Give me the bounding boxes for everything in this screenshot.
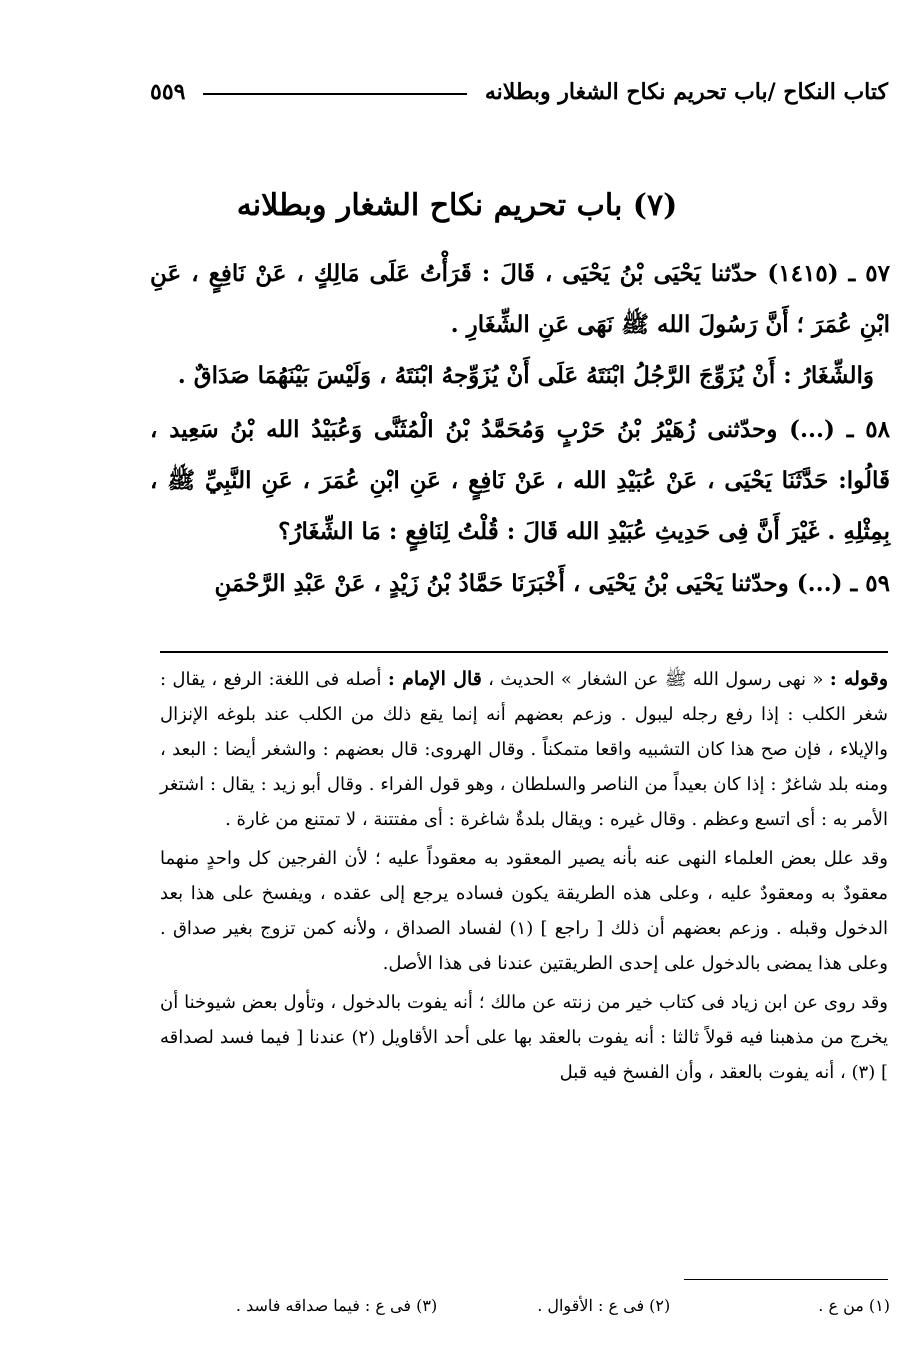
hadith-57 bbox=[150, 248, 890, 401]
page-header bbox=[150, 72, 888, 112]
commentary-paragraph-2: وقد علل بعض العلماء النهى عنه بأنه يصير المعقود به معقوداً عليه ؛ لأن الفرجين كل واحدٍ منهما معقودٌ به ومعقودٌ عليه ، وعلى هذه الطريقة يكون فساده يرجع إلى عقده ، ويفسخ على هذا بعد الدخول وقبله . وزعم بعضهم أن ذلك [ راجع ] (١) لفساد الصداق ، ولأنه كمن تزوج بغير صداق . وعلى هذا يمضى بالدخول على إحدى الطريقتين عندنا فى هذا الأصل. bbox=[160, 848, 888, 974]
footnote-rule bbox=[684, 1279, 888, 1280]
footnote-3: (٣) فى ع : فيما صداقه فاسد . bbox=[235, 1296, 438, 1315]
commentary-lead: وقوله : bbox=[829, 668, 888, 690]
commentary-text-1: أصله فى اللغة: الرفع ، يقال : شغر الكلب : إذا رفع رجله ليبول . وزعم بعضهم أنه إنما يقع ذلك من الكلب عند بلوغه الإنزال والإيلاء ، فإن صح هذا كان التشبيه واقعا متمكناً . وقال الهروى: قال بعضهم : والشغر أيضا : البعد ، ومنه بلد شاغرٌ : إذا كان بعيداً من الناصر والسلطان ، وهو قول الفراء . وقال أبو زيد : يقال : اشتغر الأمر به : أى اتسع وعظم . وقال غيره : ويقال بلدةٌ شاغرة : أى مفتتنة ، لا تمتنع من غارة . bbox=[160, 669, 888, 830]
hadith-59-text: ٥٩ ـ (...) وحدّثنا يَحْيَى بْنُ يَحْيَى ، أَخْبَرَنَا حَمَّادُ بْنُ زَيْدٍ ، عَنْ عَبْدِ الرَّحْمَنِ bbox=[214, 570, 890, 597]
footnote-2: (٢) فى ع : الأقوال . bbox=[537, 1296, 671, 1315]
header-rule bbox=[203, 93, 466, 95]
hadith-58 bbox=[150, 404, 890, 557]
hadith-57-text: ٥٧ ـ (١٤١٥) حدّثنا يَحْيَى بْنُ يَحْيَى ، قَالَ : قَرَأْتُ عَلَى مَالِكٍ ، عَنْ نَافِعٍ ، عَنِ ابْنِ عُمَرَ ؛ أَنَّ رَسُولَ الله ﷺ نَهَى عَنِ الشِّغَارِ . bbox=[150, 260, 890, 338]
commentary-paragraph-1 bbox=[160, 662, 888, 837]
text-commentary-divider bbox=[160, 651, 888, 653]
hadith-58-text: ٥٨ ـ (...) وحدّثنى زُهَيْرُ بْنُ حَرْبٍ وَمُحَمَّدُ بْنُ الْمُثَنَّى وَعُبَيْدُ الله بْنُ سَعِيد ، قَالُوا: حَدَّثَنَا يَحْيَى ، عَنْ عُبَيْدِ الله ، عَنْ نَافِعٍ ، عَنِ ابْنِ عُمَرَ ، عَنِ النَّبِيِّ ﷺ ، بِمِثْلِهِ . غَيْرَ أَنَّ فِى حَدِيثِ عُبَيْدِ الله قَالَ : قُلْتُ لِنَافِعٍ : مَا الشِّغَارُ؟ bbox=[150, 416, 890, 545]
shighar-definition: وَالشِّغَارُ : أَنْ يُزَوِّجَ الرَّجُلُ ابْنَتَهُ عَلَى أَنْ يُزَوِّجهُ ابْنَتَهُ ، وَلَيْسَ بَيْنَهُمَا صَدَاقٌ . bbox=[177, 362, 874, 389]
commentary-paragraph-3: وقد روى عن ابن زياد فى كتاب خير من زنته عن مالك ؛ أنه يفوت بالدخول ، وتأول بعض شيوخنا أن يخرج من مذهبنا فيه قولاً ثالثا : أنه يفوت بالعقد بها على أحد الأقاويل (٢) عندنا [ فيما فسد لصداقه ] (٣) ، أنه يفوت بالعقد ، وأن الفسخ فيه قبل bbox=[160, 992, 888, 1083]
footnote-1: (١) من ع . bbox=[818, 1296, 890, 1315]
footnotes bbox=[200, 1296, 890, 1315]
chapter-title: (٧) باب تحريم نكاح الشغار وبطلانه bbox=[236, 188, 678, 223]
hadith-59 bbox=[150, 558, 890, 609]
running-title: كتاب النكاح /باب تحريم نكاح الشغار وبطلانه bbox=[484, 79, 888, 105]
commentary bbox=[160, 662, 888, 1090]
page-number: ٥٥٩ bbox=[150, 79, 186, 105]
commentary-quote: « نهى رسول الله ﷺ عن الشغار » الحديث ، bbox=[481, 669, 824, 690]
imam-label: قال الإمام : bbox=[387, 668, 482, 690]
